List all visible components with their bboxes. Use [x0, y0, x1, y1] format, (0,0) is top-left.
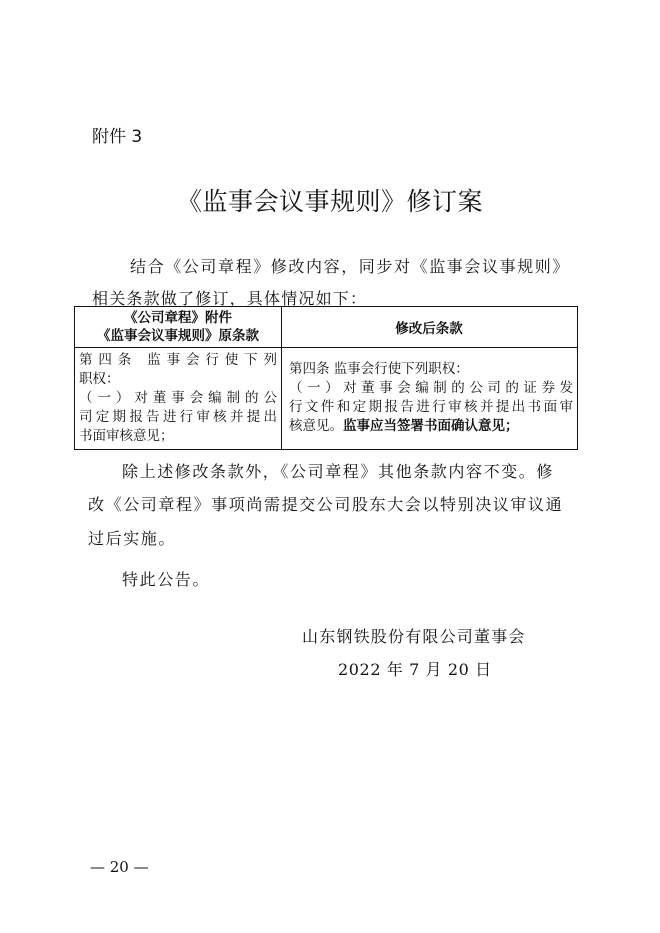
table-header-divider — [75, 347, 577, 348]
revised-line: 行文件和定期报告进行审核并提出书面审 — [289, 399, 573, 415]
original-line: 司定期报告进行审核并提出 — [79, 409, 277, 425]
intro-line-2: 相关条款做了修订，具体情况如下： — [92, 289, 368, 308]
revised-line-last — [289, 417, 573, 436]
header-original-clause — [75, 309, 281, 345]
revised-line-normal: 核意见。 — [289, 418, 343, 434]
intro-line-1: 结合《公司章程》修改内容，同步对《监事会议事规则》 — [130, 257, 571, 276]
original-line: 第四条 监事会行使下列 — [79, 352, 277, 368]
revised-clause-cell — [289, 360, 573, 436]
original-line: （一）对董事会编制的公 — [79, 390, 277, 406]
header-revised-clause: 修改后条款 — [395, 321, 463, 337]
signature-date: 2022 年 7 月 20 日 — [338, 660, 492, 679]
header-original-line-1: 《公司章程》附件 — [124, 310, 232, 326]
body-line-2: 改《公司章程》事项尚需提交公司股东大会以特别决议审议通 — [88, 495, 564, 514]
revised-line-bold: 监事应当签署书面确认意见； — [343, 418, 519, 434]
document-title: 《监事会议事规则》修订案 — [176, 187, 483, 216]
body-line-1: 除上述修改条款外，《公司章程》其他条款内容不变。修 — [122, 462, 555, 481]
signature-company: 山东钢铁股份有限公司董事会 — [302, 627, 526, 646]
page-number: — 20 — — [90, 858, 149, 876]
revision-table — [74, 306, 578, 450]
revised-line: 第四条 监事会行使下列职权： — [289, 361, 469, 377]
original-clause-cell — [79, 351, 277, 446]
closing-text: 特此公告。 — [122, 570, 211, 589]
original-line: 书面审核意见； — [79, 428, 174, 444]
body-line-3: 过后实施。 — [88, 529, 177, 548]
attachment-label: 附件 3 — [92, 127, 143, 147]
revised-line: （一）对董事会编制的公司的证券发 — [289, 380, 573, 396]
header-original-line-2: 《监事会议事规则》原条款 — [97, 328, 259, 344]
original-line: 职权： — [79, 371, 120, 387]
